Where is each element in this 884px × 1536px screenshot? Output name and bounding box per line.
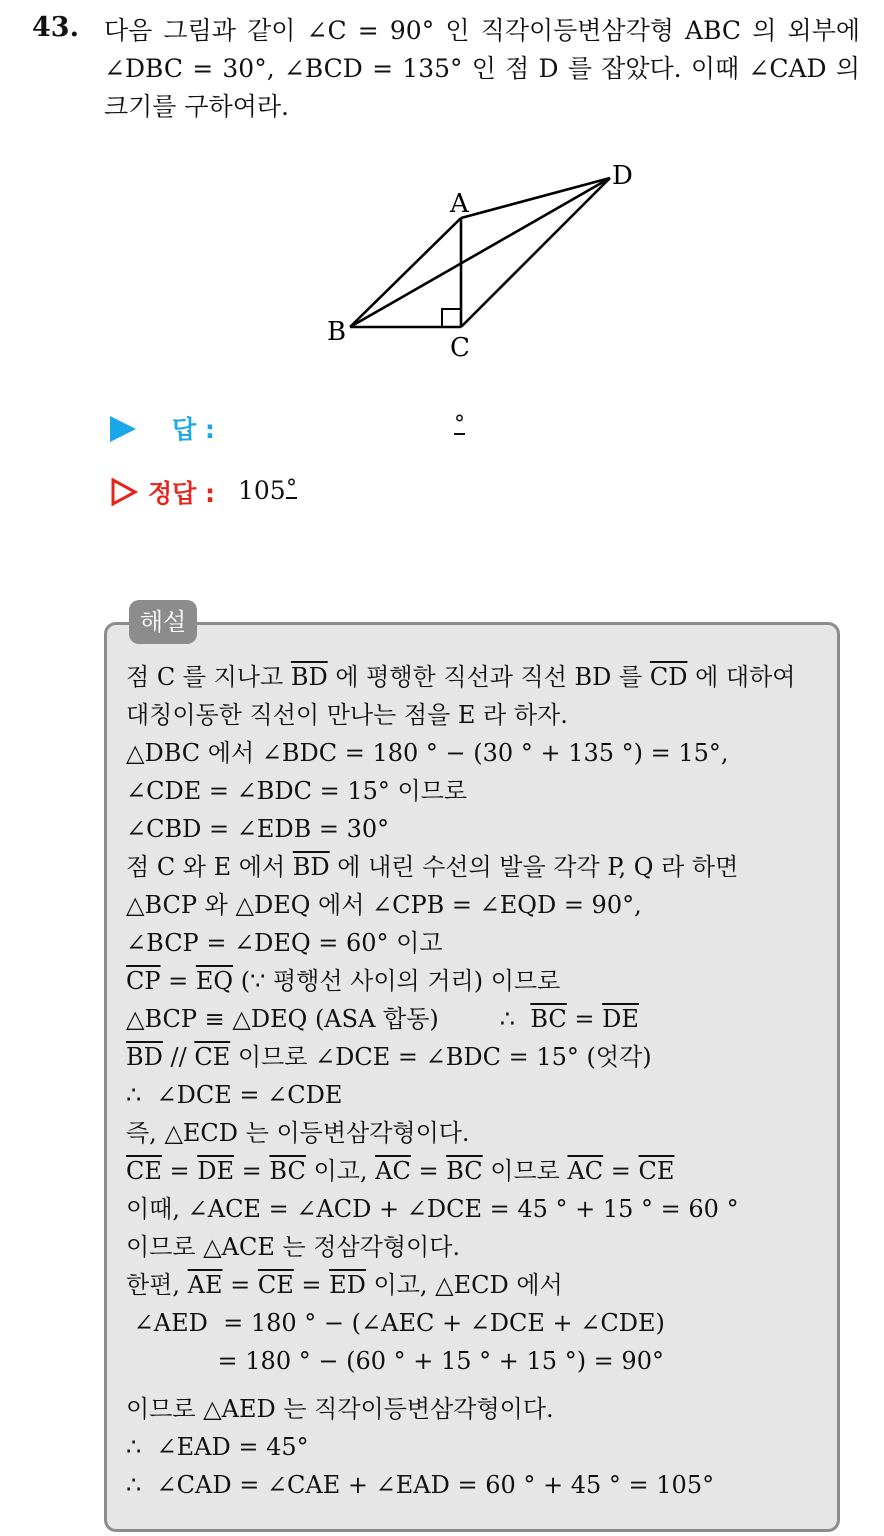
overline-segment: $\overline{AC}$ — [375, 1157, 411, 1185]
overline-segment: $\overline{BC}$ — [269, 1157, 306, 1185]
solution-text-run: 이때, ∠ACE = ∠ACD + ∠DCE = 45 ° + 15 ° = 60 ° — [126, 1195, 739, 1223]
solution-text-run: 이므로 ∠DCE = ∠BDC = 15° (엇각) — [230, 1043, 652, 1071]
solution-text-run: 점 C 와 E 에서 — [126, 853, 293, 881]
solution-text-run: = — [234, 1157, 270, 1185]
solution-line — [126, 1266, 826, 1304]
overline-segment: $\overline{ED}$ — [329, 1271, 366, 1299]
solution-text-run: ∠CDE = ∠BDC = 15° 이므로 — [126, 777, 468, 805]
segment-bd — [350, 178, 610, 327]
correct-answer-unit: ° — [286, 476, 297, 501]
solution-line — [126, 1390, 826, 1428]
solution-line — [126, 696, 826, 734]
solution-text-run: 에 내린 수선의 발을 각각 P, Q 라 하면 — [329, 853, 739, 881]
solution-text-run: 에 대하여 — [687, 663, 796, 691]
solution-tag: 해설 — [129, 600, 197, 644]
solution-line — [126, 772, 826, 810]
solution-text-run: // — [162, 1043, 195, 1071]
overline-segment: $\overline{DE}$ — [197, 1157, 235, 1185]
solution-line — [126, 658, 826, 696]
solution-text-run: 대칭이동한 직선이 만나는 점을 E 라 하자. — [126, 701, 568, 729]
solution-text-run: 이므로 △ACE 는 정삼각형이다. — [126, 1233, 461, 1261]
overline-segment: $\overline{CD}$ — [649, 663, 688, 691]
outline-triangle-icon — [110, 478, 138, 506]
solution-line — [126, 1190, 826, 1228]
triangle-figure — [320, 160, 660, 370]
solution-text-run: ∠BCP = ∠DEQ = 60° 이고 — [126, 929, 443, 957]
point-label-c: C — [450, 333, 470, 363]
solution-line — [126, 1304, 826, 1342]
solution-text-run: △BCP ≡ △DEQ (ASA 합동) ∴ — [126, 1005, 531, 1033]
solution-line — [126, 734, 826, 772]
overline-segment: $\overline{AC}$ — [567, 1157, 604, 1185]
solution-line — [126, 1114, 826, 1152]
correct-answer-row — [110, 472, 610, 512]
segment-cd — [461, 178, 610, 327]
question-line-1: 다음 그림과 같이 ∠C = 90° 인 직각이등변삼각형 ABC 의 외부에 — [104, 16, 860, 45]
solution-text-run: 이므로 — [482, 1157, 568, 1185]
right-angle-mark — [442, 309, 461, 327]
solution-line — [126, 1428, 826, 1466]
solution-text-run: 한편, — [126, 1271, 188, 1299]
overline-segment: $\overline{BD}$ — [126, 1043, 163, 1071]
solution-line — [126, 810, 826, 848]
solution-text-run: = 180 ° − (60 ° + 15 ° + 15 °) = 90° — [126, 1347, 664, 1375]
solution-text-run: ∴ ∠EAD = 45° — [126, 1433, 309, 1461]
solution-text-run: ∴ ∠CAD = ∠CAE + ∠EAD = 60 ° + 45 ° = 105° — [126, 1471, 715, 1499]
answer-row — [110, 410, 610, 450]
solution-text-run: 이고, — [305, 1157, 376, 1185]
point-label-a: A — [450, 189, 469, 219]
solution-text-run: = — [566, 1005, 603, 1033]
overline-segment: $\overline{EQ}$ — [195, 967, 234, 995]
solution-line — [126, 962, 826, 1000]
solution-text-run: ∠AED = 180 ° − (∠AEC + ∠DCE + ∠CDE) — [126, 1309, 665, 1337]
solution-text-run: △DBC 에서 ∠BDC = 180 ° − (30 ° + 135 °) = 15°, — [126, 739, 729, 767]
point-label-d: D — [612, 161, 633, 191]
question-line-3: 크기를 구하여라. — [104, 92, 289, 121]
solution-text-run: (∵ 평행선 사이의 거리) 이므로 — [233, 967, 561, 995]
overline-segment: $\overline{BD}$ — [290, 663, 328, 691]
solution-text-run: ∴ ∠DCE = ∠CDE — [126, 1081, 343, 1109]
overline-segment: $\overline{CE}$ — [257, 1271, 294, 1299]
correct-answer-value: 105 — [238, 476, 286, 505]
solution-text-run: = — [161, 1157, 198, 1185]
solution-line — [126, 1342, 826, 1380]
solution-text-run: = — [222, 1271, 258, 1299]
point-label-b: B — [327, 317, 347, 347]
solution-text-run: = — [410, 1157, 447, 1185]
solution-line — [126, 886, 826, 924]
overline-segment: $\overline{DE}$ — [602, 1005, 639, 1033]
solution-text-run: △BCP 와 △DEQ 에서 ∠CPB = ∠EQD = 90°, — [126, 891, 642, 919]
solution-line — [126, 848, 826, 886]
correct-answer-label: 정답 : — [148, 479, 216, 508]
overline-segment: $\overline{BC}$ — [446, 1157, 483, 1185]
solution-line — [126, 1000, 826, 1038]
overline-segment: $\overline{CE}$ — [194, 1043, 231, 1071]
segment-ad — [461, 178, 610, 218]
solution-text-run: ∠CBD = ∠EDB = 30° — [126, 815, 390, 843]
solution-line — [126, 1466, 826, 1504]
overline-segment: $\overline{CE}$ — [126, 1157, 162, 1185]
question-text — [104, 12, 860, 126]
solution-line — [126, 1228, 826, 1266]
solution-line — [126, 1038, 826, 1076]
overline-segment: $\overline{BC}$ — [530, 1005, 567, 1033]
solution-text-run: = — [603, 1157, 639, 1185]
solution-text-run: 에 평행한 직선과 직선 BD 를 — [327, 663, 650, 691]
overline-segment: $\overline{AE}$ — [187, 1271, 223, 1299]
solution-text-run: 이므로 △AED 는 직각이등변삼각형이다. — [126, 1395, 554, 1423]
answer-unit: ° — [454, 412, 465, 437]
play-triangle-icon — [110, 416, 136, 442]
overline-segment: $\overline{CE}$ — [638, 1157, 675, 1185]
overline-segment: $\overline{BD}$ — [292, 853, 330, 881]
solution-line — [126, 1152, 826, 1190]
question-number: 43. — [32, 12, 79, 43]
solution-line — [126, 924, 826, 962]
solution-text-run: = — [293, 1271, 330, 1299]
solution-text-run: = — [160, 967, 196, 995]
solution-text-run: 점 C 를 지나고 — [126, 663, 291, 691]
solution-text — [126, 658, 826, 1504]
question-line-2: ∠DBC = 30°, ∠BCD = 135° 인 점 D 를 잡았다. 이때 ∠CAD 의 — [104, 54, 860, 83]
solution-line — [126, 1076, 826, 1114]
overline-segment: $\overline{CP}$ — [126, 967, 161, 995]
solution-text-run: 이고, △ECD 에서 — [365, 1271, 563, 1299]
answer-label: 답 : — [172, 415, 215, 444]
solution-text-run: 즉, △ECD 는 이등변삼각형이다. — [126, 1119, 470, 1147]
